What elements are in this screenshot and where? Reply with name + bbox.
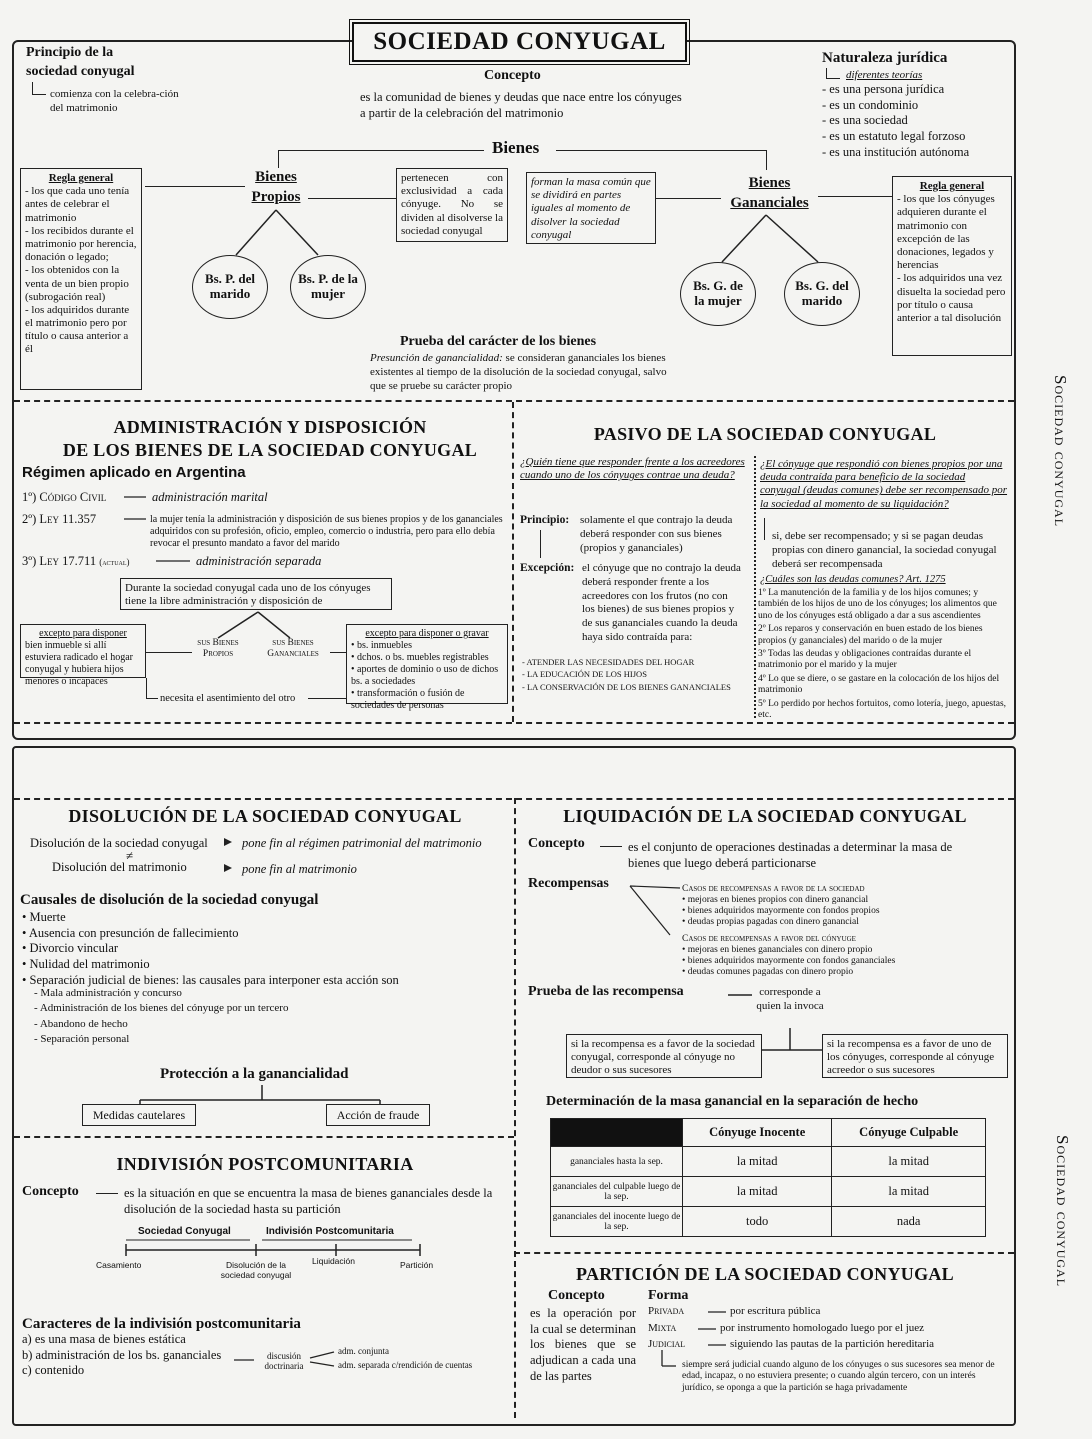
proteccion-title: Protección a la ganancialidad	[160, 1066, 349, 1082]
masa-cell: la mitad	[683, 1177, 832, 1207]
circle-bp-marido: Bs. P. del marido	[192, 255, 268, 319]
causal-item: • Divorcio vincular	[22, 941, 512, 957]
caracteres-title: Caracteres de la indivisión postcomunitaria	[22, 1316, 301, 1332]
side-tab-bottom: Sociedad conyugal	[1053, 1135, 1072, 1288]
particion-title: PARTICIÓN DE LA SOCIEDAD CONYUGAL	[576, 1264, 954, 1284]
causales-list	[22, 910, 512, 988]
caracter-item: b) administración de los bs. gananciales	[22, 1347, 222, 1362]
masa-row-label: gananciales del culpable luego de la sep.	[551, 1177, 683, 1207]
admin-durante-box: Durante la sociedad conyugal cada uno de los cónyuges tiene la libre administración y disposición de	[120, 578, 392, 610]
pasivo-title: PASIVO DE LA SOCIEDAD CONYUGAL	[593, 424, 937, 444]
fraude-box: Acción de fraude	[326, 1104, 430, 1126]
admin-title-l2: DE LOS BIENES DE LA SOCIEDAD CONYUGAL	[62, 439, 478, 460]
pasivo-principio-arrow	[540, 530, 541, 558]
liquidacion-concepto-dash	[600, 846, 622, 847]
admin-r1-value: administración marital	[152, 490, 268, 504]
excepto-disponer-box	[20, 624, 146, 687]
regla-gananciales-title: Regla general	[919, 180, 985, 192]
masa-title: Determinación de la masa ganancial en la separación de hecho	[546, 1094, 919, 1109]
pasivo-deuda-item: 3º Todas las deudas y obligaciones contraídas durante el matrimonio por el marido y la mujer	[758, 648, 972, 671]
pasivo-inner-divider	[754, 456, 756, 718]
caso-conyuge-item: • deudas comunes pagadas con dinero propio	[682, 967, 982, 978]
regla-gananciales-item: - los que los cónyuges adquieren durante el matrimonio con excepción de las donaciones, legados y herencias	[897, 193, 1007, 272]
forman-box: forman la masa común que se dividirá en partes iguales al momento de disolver la sociedad conyugal	[526, 172, 656, 244]
masa-row-label: gananciales del inocente luego de la sep.	[551, 1207, 683, 1237]
particion-forma-2-value: siguiendo las pautas de la partición hereditaria	[730, 1338, 935, 1350]
admin-sus-propios: sus Bienes Propios	[197, 638, 239, 659]
forma-key: Mixta	[648, 1322, 677, 1334]
excepto-gravar-box	[346, 624, 508, 711]
excepto-disponer-title: excepto para disponer	[39, 628, 127, 639]
pasivo-q2-connector	[764, 518, 765, 540]
particion-nota: siempre será judicial cuando alguno de los cónyuges o sus sucesores sea menor de edad, incapaz, o no estuviera presente; o cuando algún tercero, con un interés jurídico, se oponga a que la partición se haga privadamente	[682, 1360, 995, 1393]
pasivo-principio-text: solamente el que contrajo la deuda deberá responder con sus bienes (propios y gananciales)	[580, 514, 733, 554]
regla-propios-item: - los que cada uno tenía antes de celebrar el matrimonio	[25, 185, 137, 225]
timeline-liquidacion: Liquidación	[312, 1256, 356, 1266]
admin-sus-gananciales: sus Bienes Gananciales	[267, 638, 319, 659]
sub-causal-item: - Mala administración y concurso	[34, 986, 504, 1001]
admin-r3-label-text: 3º) Ley 17.711	[22, 554, 97, 568]
caso-conyuge-item: • bienes adquiridos mayormente con fondos gananciales	[682, 956, 982, 967]
casos-sociedad-list	[682, 895, 982, 928]
principio-title-l2: sociedad conyugal	[26, 63, 135, 79]
caracter-item: c) contenido	[22, 1363, 85, 1378]
timeline-disolucion: Disolución de la sociedad conyugal	[220, 1260, 292, 1280]
regla-propios-item: - los adquiridos durante el matrimonio pero por título o causa anterior a él	[25, 304, 137, 357]
masa-cell: la mitad	[832, 1147, 986, 1177]
circle-bg-mujer: Bs. G. de la mujer	[680, 262, 756, 326]
masa-cell: nada	[832, 1207, 986, 1237]
sub-causal-item: - Administración de los bienes del cónyuge por un tercero	[34, 1001, 504, 1016]
masa-row-label: gananciales hasta la sep.	[551, 1147, 683, 1177]
admin-r2-value: la mujer tenía la administración y disposición de sus bienes propios y de los gananciales adquiridos con su profesión, oficio, empleo, comercio o industria, pero para ello debía revocar el presunto mandato a favor del marido	[150, 514, 503, 549]
timeline-casamiento: Casamiento	[96, 1260, 142, 1270]
regla-gananciales-item: - los adquiridos una vez disuelta la sociedad pero por título o causa anterior a tal disolución	[897, 272, 1007, 325]
causal-item: • Ausencia con presunción de fallecimiento	[22, 926, 512, 942]
disolucion-l1-right: pone fin al régimen patrimonial del matrimonio	[242, 836, 482, 850]
prueba-title: Prueba del carácter de los bienes	[400, 334, 597, 349]
excepto-gravar-item: • dchos. o bs. muebles registrables	[351, 652, 503, 664]
prueba-recompensa-label: Prueba de las recompensa	[528, 984, 684, 999]
regla-propios-item: - los obtenidos con la venta de un bien propio (subrogación real)	[25, 264, 137, 304]
particion-forma-1	[648, 1322, 676, 1336]
admin-r3-label	[22, 554, 130, 570]
particion-forma-1-value: por instrumento homologado luego por el juez	[720, 1322, 925, 1334]
sub-causales-list	[34, 986, 504, 1048]
causal-item: • Separación judicial de bienes: las causales para interponer esta acción son	[22, 973, 512, 989]
indivision-title: INDIVISIÓN POSTCOMUNITARIA	[116, 1154, 414, 1174]
particion-forma-0-value: por escritura pública	[730, 1305, 821, 1317]
causal-item: • Muerte	[22, 910, 512, 926]
divider-top	[14, 400, 1014, 402]
admin-r3-tag: (actual)	[99, 557, 130, 567]
disolucion-l1-left: Disolución de la sociedad conyugal	[30, 836, 208, 850]
masa-header-corner	[551, 1119, 683, 1147]
pertenecen-box: pertenecen con exclusividad a cada cónyuge. No se dividen al disolverse la sociedad conyugal	[396, 168, 508, 242]
naturaleza-sub: diferentes teorías	[846, 69, 923, 81]
prueba-recompensa-text: corresponde a quien la invoca	[756, 986, 824, 1012]
pasivo-deuda-item: 1º La manutención de la familia y de los hijos comunes; y también de los hijos de uno de los cónyuges; los alimentos que uno de los cónyuges está obligado a dar a sus ascendientes	[758, 588, 997, 621]
regla-propios-title: Regla general	[48, 172, 114, 184]
casos-conyuge-title: Casos de recompensas a favor del cónyuge	[682, 934, 856, 944]
pasivo-deuda-item: 2º Los reparos y conservación en buen estado de los bienes propios (y gananciales) del marido o de la mujer	[758, 624, 983, 646]
masa-cell: todo	[683, 1207, 832, 1237]
pasivo-deuda-item: 5º Lo perdido por hechos fortuitos, como lotería, juego, apuestas, etc.	[758, 698, 1007, 720]
admin-r2-label: 2º) Ley 11.357	[22, 512, 97, 526]
circle-bp-mujer: Bs. P. de la mujer	[290, 255, 366, 319]
pasivo-excepcion-label: Excepción:	[520, 562, 575, 574]
naturaleza-item: - es una persona jurídica	[822, 82, 1022, 98]
pasivo-excepcion-item: - LA EDUCACIÓN DE LOS HIJOS	[522, 668, 752, 680]
masa-cell: la mitad	[832, 1177, 986, 1207]
naturaleza-title: Naturaleza jurídica	[822, 50, 948, 66]
regla-propios-item: - los recibidos durante el matrimonio por herencia, donación o legado;	[25, 225, 137, 265]
sub-causal-item: - Separación personal	[34, 1032, 504, 1047]
casos-sociedad	[682, 884, 982, 928]
recompensa-conyuge-box: si la recompensa es a favor de uno de los cónyuges, corresponde al cónyuge acreedor o sus sucesores	[822, 1034, 1008, 1078]
liquidacion-title: LIQUIDACIÓN DE LA SOCIEDAD CONYUGAL	[563, 806, 967, 826]
admin-title	[40, 416, 500, 461]
principio-title-l1: Principio de la	[26, 45, 114, 60]
indivision-concepto-text: es la situación en que se encuentra la masa de bienes gananciales desde la disolución de la sociedad hasta su partición	[124, 1186, 493, 1216]
particion-concepto-text: es la operación por la cual se determinan los bienes que se adjudican a cada una de las partes	[530, 1306, 636, 1383]
circle-bg-marido: Bs. G. del marido	[784, 262, 860, 326]
causal-item: • Nulidad del matrimonio	[22, 957, 512, 973]
disolucion-l2-right: pone fin al matrimonio	[242, 862, 357, 876]
side-tab-top: Sociedad conyugal	[1051, 375, 1070, 528]
pasivo-excepcion-list	[522, 656, 752, 693]
divider-bottom-left-mid	[14, 1136, 514, 1138]
divider-top-bottom	[14, 722, 1014, 724]
masa-cell: la mitad	[683, 1147, 832, 1177]
adm-conjunta: adm. conjunta	[338, 1346, 389, 1356]
admin-regimen: Régimen aplicado en Argentina	[22, 464, 246, 481]
forma-key: Privada	[648, 1305, 685, 1317]
pasivo-q2-answer: si, debe ser recompensado; y si se pagan deudas propias con dinero ganancial, la sociedad conyugal deberá ser recompensada	[772, 530, 997, 570]
caracter-item: a) es una masa de bienes estática	[22, 1332, 186, 1346]
medidas-box: Medidas cautelares	[82, 1104, 196, 1126]
naturaleza-item: - es un estatuto legal forzoso	[822, 129, 1022, 145]
divider-bottom-mid	[514, 798, 516, 1418]
prueba-text: se consideran gananciales los bienes existentes al tiempo de la disolución de la sociedad conyugal, salvo que se pruebe su carácter propio	[370, 352, 667, 392]
pasivo-q2: ¿El cónyuge que respondió con bienes propios por una deuda contraída para beneficio de la sociedad conyugal (deudas comunes) debe ser recompensado por la sociedad al momento de su liquidación?	[760, 458, 1008, 510]
particion-forma-0	[648, 1305, 684, 1319]
indivision-concepto-dash	[96, 1193, 118, 1194]
disolucion-neq: ≠	[126, 848, 134, 863]
admin-title-l1: ADMINISTRACIÓN Y DISPOSICIÓN	[113, 417, 427, 437]
caso-conyuge-item: • mejoras en bienes gananciales con dinero propio	[682, 945, 982, 956]
excepto-gravar-item: • transformación o fusión de sociedades de personas	[351, 688, 503, 712]
masa-header-culpable: Cónyuge Culpable	[832, 1119, 986, 1147]
bienes-gananciales-l2: Gananciales	[730, 194, 809, 211]
concepto-title: Concepto	[484, 68, 541, 83]
divider-bottom-right-mid	[514, 1252, 1014, 1254]
principio-text: comienza con la celebra-ción del matrimonio	[50, 88, 179, 114]
liquidacion-concepto-text: es el conjunto de operaciones destinadas a determinar la masa de bienes que luego deberá particionarse	[628, 840, 953, 870]
adm-separada: adm. separada c/rendición de cuentas	[338, 1360, 473, 1370]
caracteres-list	[22, 1332, 262, 1379]
excepto-gravar-item: • bs. inmuebles	[351, 640, 503, 652]
masa-header-inocente: Cónyuge Inocente	[683, 1119, 832, 1147]
pasivo-q1: ¿Quién tiene que responder frente a los acreedores cuando uno de los cónyuges contrae una deuda?	[520, 456, 745, 482]
timeline-indivision: Indivisión Postcomunitaria	[266, 1226, 394, 1237]
excepto-gravar-item: • aportes de dominio o uso de dichos bs. a sociedades	[351, 664, 503, 688]
naturaleza-item: - es una institución autónoma	[822, 145, 1022, 161]
bienes-propios-l1: Bienes	[255, 169, 297, 185]
asentimiento-line-h	[146, 698, 158, 699]
timeline-particion: Partición	[400, 1260, 434, 1270]
pasivo-deuda-item: 4º Lo que se diere, o se gastare en la colocación de los hijos del matrimonio	[758, 673, 1000, 696]
excepto-gravar-title: excepto para disponer o gravar	[365, 628, 489, 639]
prueba-lead: Presunción de ganancialidad:	[370, 352, 503, 364]
casos-sociedad-title: Casos de recompensas a favor de la sociedad	[682, 884, 865, 894]
asentimiento-line-h2	[308, 698, 346, 699]
pasivo-excepcion-item: - LA CONSERVACIÓN DE LOS BIENES GANANCIALES	[522, 681, 752, 693]
particion-concepto-label: Concepto	[548, 1288, 605, 1303]
timeline-sociedad: Sociedad Conyugal	[138, 1226, 231, 1237]
naturaleza-item: - es una sociedad	[822, 113, 1022, 129]
excepto-gravar-list	[351, 640, 503, 712]
pasivo-principio-label: Principio:	[520, 514, 570, 526]
particion-forma-label: Forma	[648, 1288, 689, 1303]
masa-table	[550, 1118, 986, 1237]
excepto-disponer-line	[146, 652, 192, 653]
pasivo-excepcion-text: el cónyuge que no contrajo la deuda deberá responder frente a los acreedores con los frutos (no con los bienes) de sus bienes propios y de sus gananciales cuando la deuda haya sido contraída para:	[582, 562, 741, 643]
admin-r1-label: 1º) Código Civil	[22, 490, 107, 504]
pasivo-deudas	[758, 588, 1008, 721]
particion-forma-2	[648, 1338, 685, 1352]
recompensas-label: Recompensas	[528, 876, 609, 891]
naturaleza-item: - es un condominio	[822, 98, 1022, 114]
admin-asentimiento: necesita el asentimiento del otro	[160, 693, 296, 704]
excepto-gravar-line	[330, 652, 346, 653]
discusion-label: discusión doctrinaria	[264, 1351, 304, 1371]
liquidacion-concepto-label: Concepto	[528, 836, 585, 851]
indivision-concepto-label: Concepto	[22, 1184, 79, 1199]
concepto-text: es la comunidad de bienes y deudas que nace entre los cónyuges a partir de la celebración del matrimonio	[360, 90, 682, 120]
caso-sociedad-item: • deudas propias pagadas con dinero ganancial	[682, 917, 982, 928]
divider-top-mid	[512, 402, 514, 722]
causales-title: Causales de disolución de la sociedad conyugal	[20, 892, 319, 908]
pasivo-excepcion-item: - ATENDER LAS NECESIDADES DEL HOGAR	[522, 656, 752, 668]
main-title: SOCIEDAD CONYUGAL	[373, 28, 666, 55]
disolucion-title: DISOLUCIÓN DE LA SOCIEDAD CONYUGAL	[68, 806, 462, 826]
recompensa-sociedad-box: si la recompensa es a favor de la sociedad conyugal, corresponde al cónyuge no deudor o sus sucesores	[566, 1034, 762, 1078]
prueba-block	[370, 352, 670, 393]
casos-conyuge-list	[682, 945, 982, 978]
bienes-title: Bienes	[492, 138, 540, 157]
bienes-propios-l2: Propios	[251, 188, 301, 205]
admin-r3-value: administración separada	[196, 554, 322, 568]
forma-key: Judicial	[648, 1338, 686, 1350]
caso-sociedad-item: • mejoras en bienes propios con dinero ganancial	[682, 895, 982, 906]
asentimiento-line-v	[146, 678, 147, 698]
disolucion-l2-left: Disolución del matrimonio	[52, 860, 187, 874]
excepto-disponer-text: bien inmueble si allí estuviera radicado el hogar conyugal y hubiera hijos menores o incapaces	[25, 640, 134, 687]
bienes-gananciales-l1: Bienes	[748, 175, 791, 191]
sub-causal-item: - Abandono de hecho	[34, 1017, 504, 1032]
pasivo-q3: ¿Cuáles son las deudas comunes? Art. 1275	[760, 574, 946, 585]
casos-conyuge	[682, 934, 982, 978]
caso-sociedad-item: • bienes adquiridos mayormente con fondos propios	[682, 906, 982, 917]
